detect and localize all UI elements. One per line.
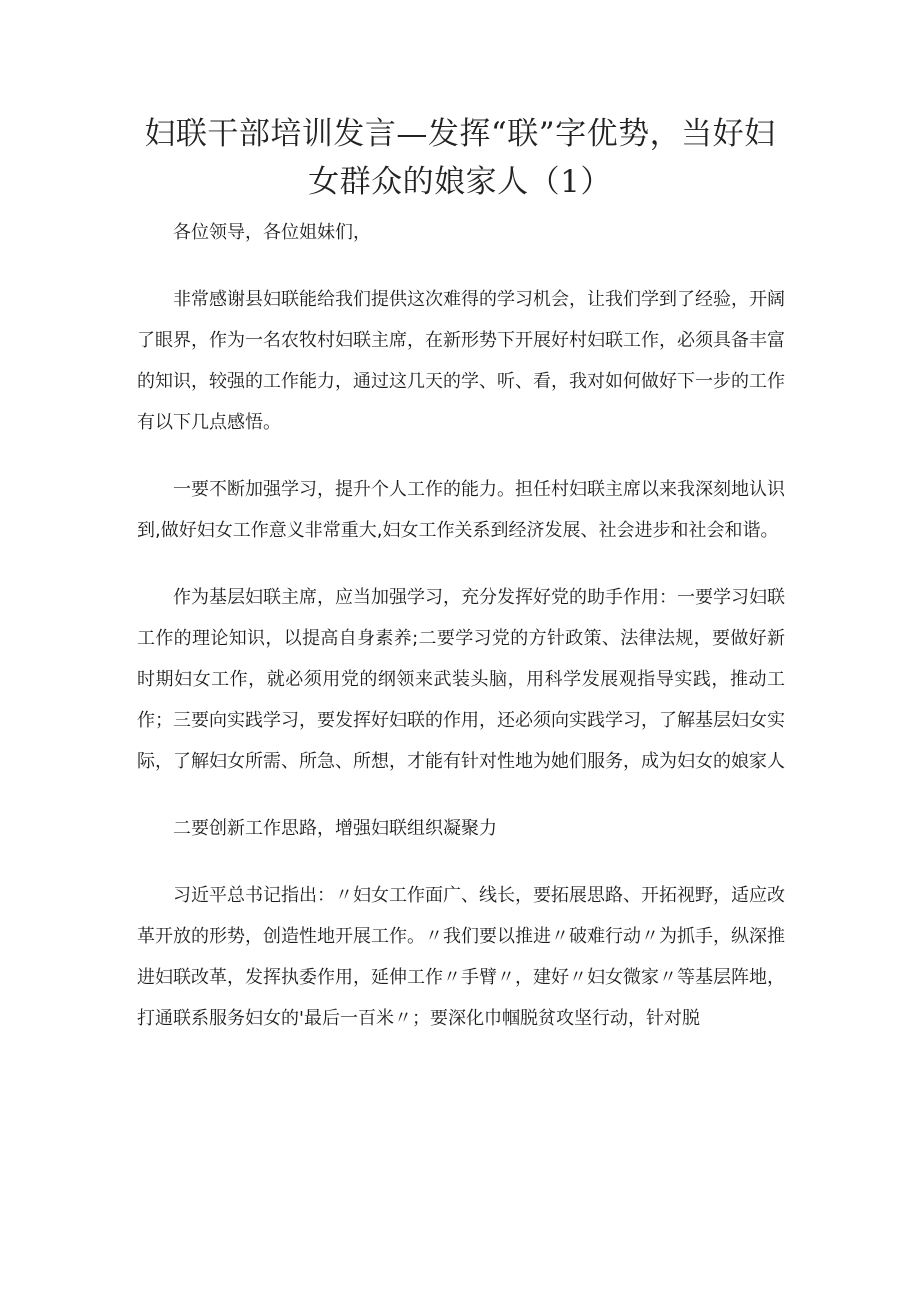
- document-title: 妇联干部培训发言—发挥“联”字优势，当好妇女群众的娘家人（1）: [144, 116, 776, 200]
- paragraph-thanks: 非常感谢县妇联能给我们提供这次难得的学习机会，让我们学到了经验，开阔了眼界，作为一名农牧村妇联主席，在新形势下开展好村妇联工作，必须具备丰富的知识，较强的工作能力，通过这几天的学、听、看，我对如何做好下一步的工作有以下几点感悟。: [137, 289, 785, 433]
- paragraph-greeting: 各位领导，各位姐妹们，: [173, 222, 371, 243]
- paragraph-point-two: 二要创新工作思路，增强妇联组织凝聚力: [173, 818, 497, 839]
- paragraph-quote: 习近平总书记指出：〃妇女工作面广、线长，要拓展思路、开拓视野，适应改革开放的形势，创造性地开展工作。〃我们要以推进〃破难行动〃为抓手，纵深推进妇联改革，发挥执委作用，延伸工作〃手臂〃，建好〃妇女微家〃等基层阵地，打通联系服务妇女的'最后一百米〃；要深化巾帼脱贫攻坚行动，针对脱: [137, 885, 785, 1029]
- paragraph-study-details: 作为基层妇联主席，应当加强学习，充分发挥好党的助手作用：一要学习妇联工作的理论知识，以提高自身素养;二要学习党的方针政策、法律法规，要做好新时期妇女工作，就必须用党的纲领来武装头脑，用科学发展观指导实践，推动工作；三要向实践学习，要发挥好妇联的作用，还必须向实践学习，了解基层妇女实际，了解妇女所需、所急、所想，才能有针对性地为她们服务，成为妇女的娘家人: [137, 587, 785, 772]
- document-body: [137, 212, 785, 1065]
- paragraph-point-one: 一要不断加强学习，提升个人工作的能力。担任村妇联主席以来我深刻地认识到,做好妇女工作意义非常重大,妇女工作关系到经济发展、社会进步和社会和谐。: [137, 479, 785, 541]
